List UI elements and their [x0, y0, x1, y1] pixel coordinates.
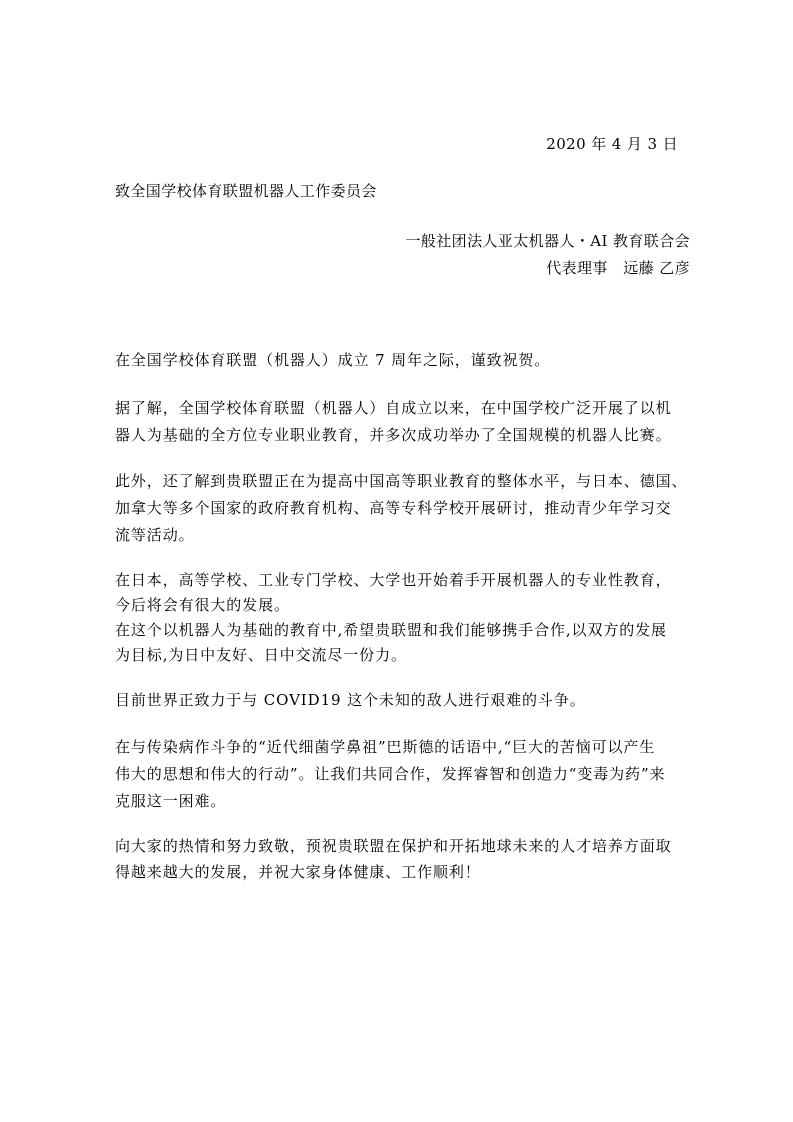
paragraph-1-line-1: 在全国学校体育联盟（机器人）成立 7 周年之际，谨致祝贺。 — [115, 351, 551, 369]
paragraph-3-line-3: 流等活动。 — [115, 526, 195, 544]
letter-recipient: 致全国学校体育联盟机器人工作委员会 — [115, 182, 377, 200]
paragraph-4-line-2: 今后将会有很大的发展。 — [115, 596, 290, 614]
paragraph-5-line-1: 目前世界正致力于与 COVID19 这个未知的敌人进行艰难的斗争。 — [115, 691, 586, 709]
letter-date: 2020 年 4 月 3 日 — [546, 135, 678, 153]
paragraph-4-line-3: 在这个以机器人为基础的教育中,希望贵联盟和我们能够携手合作,以双方的发展 — [115, 621, 667, 639]
paragraph-4-line-1: 在日本，高等学校、工业专门学校、大学也开始着手开展机器人的专业性教育， — [115, 571, 672, 589]
paragraph-7-line-1: 向大家的热情和努力致敬，预祝贵联盟在保护和开拓地球未来的人才培养方面取 — [115, 837, 672, 855]
paragraph-6-line-1: 在与传染病作斗争的“近代细菌学鼻祖”巴斯德的话语中,“巨大的苦恼可以产生 — [115, 738, 656, 756]
paragraph-3-line-1: 此外，还了解到贵联盟正在为提高中国高等职业教育的整体水平，与日本、德国、 — [115, 472, 688, 490]
paragraph-4-line-4: 为目标,为日中友好、日中交流尽一份力。 — [115, 646, 407, 664]
paragraph-6-line-2: 伟大的思想和伟大的行动”。让我们共同合作，发挥睿智和创造力“变毒为药”来 — [115, 765, 666, 783]
paragraph-7-line-2: 得越来越大的发展，并祝大家身体健康、工作顺利！ — [115, 863, 481, 881]
paragraph-3-line-2: 加拿大等多个国家的政府教育机构、高等专科学校开展研讨，推动青少年学习交 — [115, 499, 672, 517]
paragraph-6-line-3: 克服这一困难。 — [115, 792, 227, 810]
letter-sender-org: 一般社团法人亚太机器人・AI 教育联合会 — [405, 232, 690, 250]
letter-sender-person: 代表理事 远藤 乙彦 — [546, 259, 690, 277]
paragraph-2-line-1: 据了解，全国学校体育联盟（机器人）自成立以来，在中国学校广泛开展了以机 — [115, 399, 672, 417]
paragraph-2-line-2: 器人为基础的全方位专业职业教育，并多次成功举办了全国规模的机器人比赛。 — [115, 426, 672, 444]
